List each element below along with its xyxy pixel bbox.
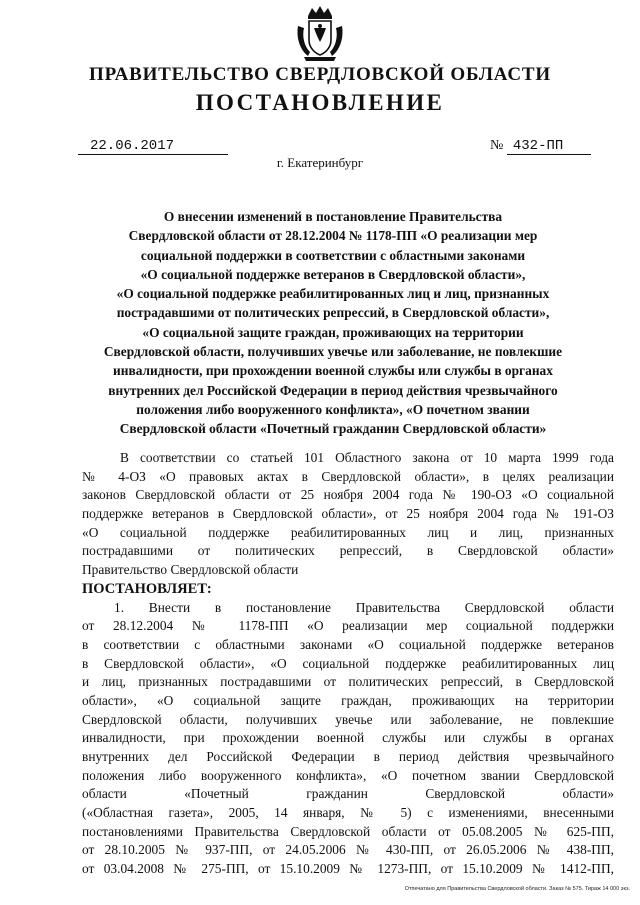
body-line: области», «О социальной защите граждан, проживающих на территории bbox=[82, 692, 614, 708]
title-line: Свердловской области, получивших увечье или заболевание, не повлекшие bbox=[103, 344, 563, 360]
title-line: «О социальной поддержке ветеранов в Свердловской области», bbox=[140, 266, 526, 282]
number-sign: № bbox=[490, 138, 504, 153]
body-line: внутренних дел Российской Федерации в период действия чрезвычайного bbox=[82, 749, 614, 764]
title-line: О внесении изменений в постановление Правительства bbox=[163, 209, 503, 224]
government-name: ПРАВИТЕЛЬСТВО СВЕРДЛОВСКОЙ ОБЛАСТИ bbox=[89, 64, 551, 85]
body-line: в Свердловской области», «О социальной поддержке реабилитированных лиц bbox=[82, 655, 614, 671]
body-line: от 28.12.2004 № 1178-ПП «О реализации мер социальной поддержки bbox=[82, 618, 614, 634]
print-note: Отпечатано для Правительства Свердловской области. Заказ № 575. Тираж 14 000 экз. bbox=[404, 886, 630, 892]
number-value: 432-ПП bbox=[507, 138, 591, 155]
body-line: поддержке ветеранов в Свердловской области», от 25 ноября 2004 года № 191-ОЗ bbox=[82, 506, 614, 522]
body-line: Правительство Свердловской области bbox=[82, 562, 299, 578]
resolves-heading: ПОСТАНОВЛЯЕТ: bbox=[82, 580, 212, 597]
body-line: в соответствии с областными законами «О социальной поддержке ветеранов bbox=[82, 636, 614, 652]
body-line: инвалидности, при прохождении военной службы или службы в органах bbox=[82, 730, 614, 746]
title-line: социальной поддержки в соответствии с областными законами bbox=[140, 247, 526, 263]
body-line: пострадавшими от политических репрессий, в Свердловской области» bbox=[82, 543, 614, 559]
document-date: 22.06.2017 bbox=[78, 138, 228, 155]
title-line: «О социальной защите граждан, проживающих на территории bbox=[142, 324, 524, 340]
title-line: внутренних дел Российской Федерации в период действия чрезвычайного bbox=[108, 382, 558, 398]
body-line: «О социальной поддержке реабилитированных лиц и лиц, признанных bbox=[82, 524, 614, 540]
coat-of-arms-icon bbox=[294, 4, 346, 62]
document-body bbox=[82, 449, 614, 879]
body-line: В соответствии со статьей 101 Областного закона от 10 марта 1999 года bbox=[120, 450, 614, 465]
title-line: «О социальной поддержке реабилитированных лиц и лиц, признанных bbox=[116, 286, 550, 302]
body-line: от 03.04.2008 № 275-ПП, от 15.10.2009 № 1273-ПП, от 15.10.2009 № 1412-ПП, bbox=[82, 861, 614, 877]
document-number bbox=[490, 138, 602, 155]
document-type: ПОСТАНОВЛЕНИЕ bbox=[195, 90, 445, 115]
document-title bbox=[86, 207, 580, 439]
title-line: Свердловской области «Почетный гражданин Свердловской области» bbox=[119, 421, 547, 437]
body-line: 1. Внести в постановление Правительства Свердловской области bbox=[114, 599, 614, 615]
title-line: положения либо вооруженного конфликта», «О почетном звании bbox=[136, 401, 530, 417]
body-line: от 28.10.2005 № 937-ПП, от 24.05.2006 № 430-ПП, от 26.05.2006 № 438-ПП, bbox=[82, 842, 614, 858]
title-line: пострадавшими от политических репрессий, в Свердловской области», bbox=[116, 305, 550, 321]
body-line: постановлениями Правительства Свердловской области от 05.08.2005 № 625-ПП, bbox=[82, 823, 614, 839]
body-line: и лиц, признанных пострадавшими от политических репрессий, в Свердловской bbox=[82, 674, 614, 690]
body-line: положения либо вооруженного конфликта», «О почетном звании Свердловской bbox=[82, 767, 614, 783]
body-line: области «Почетный гражданин Свердловской области» bbox=[82, 786, 614, 802]
body-line: законов Свердловской области от 25 ноября 2004 года № 190-ОЗ «О социальной bbox=[82, 487, 614, 503]
body-line: («Областная газета», 2005, 14 января, № 5) с изменениями, внесенными bbox=[82, 805, 614, 821]
body-line: Свердловской области, получивших увечье или заболевание, не повлекшие bbox=[82, 711, 614, 727]
city-name: г. Екатеринбург bbox=[276, 155, 364, 170]
title-line: инвалидности, при прохождении военной службы или службы в органах bbox=[113, 363, 553, 379]
body-line: № 4-ОЗ «О правовых актах в Свердловской области», в целях реализации bbox=[82, 468, 614, 484]
title-line: Свердловской области от 28.12.2004 № 1178-ПП «О реализации мер bbox=[128, 228, 538, 244]
